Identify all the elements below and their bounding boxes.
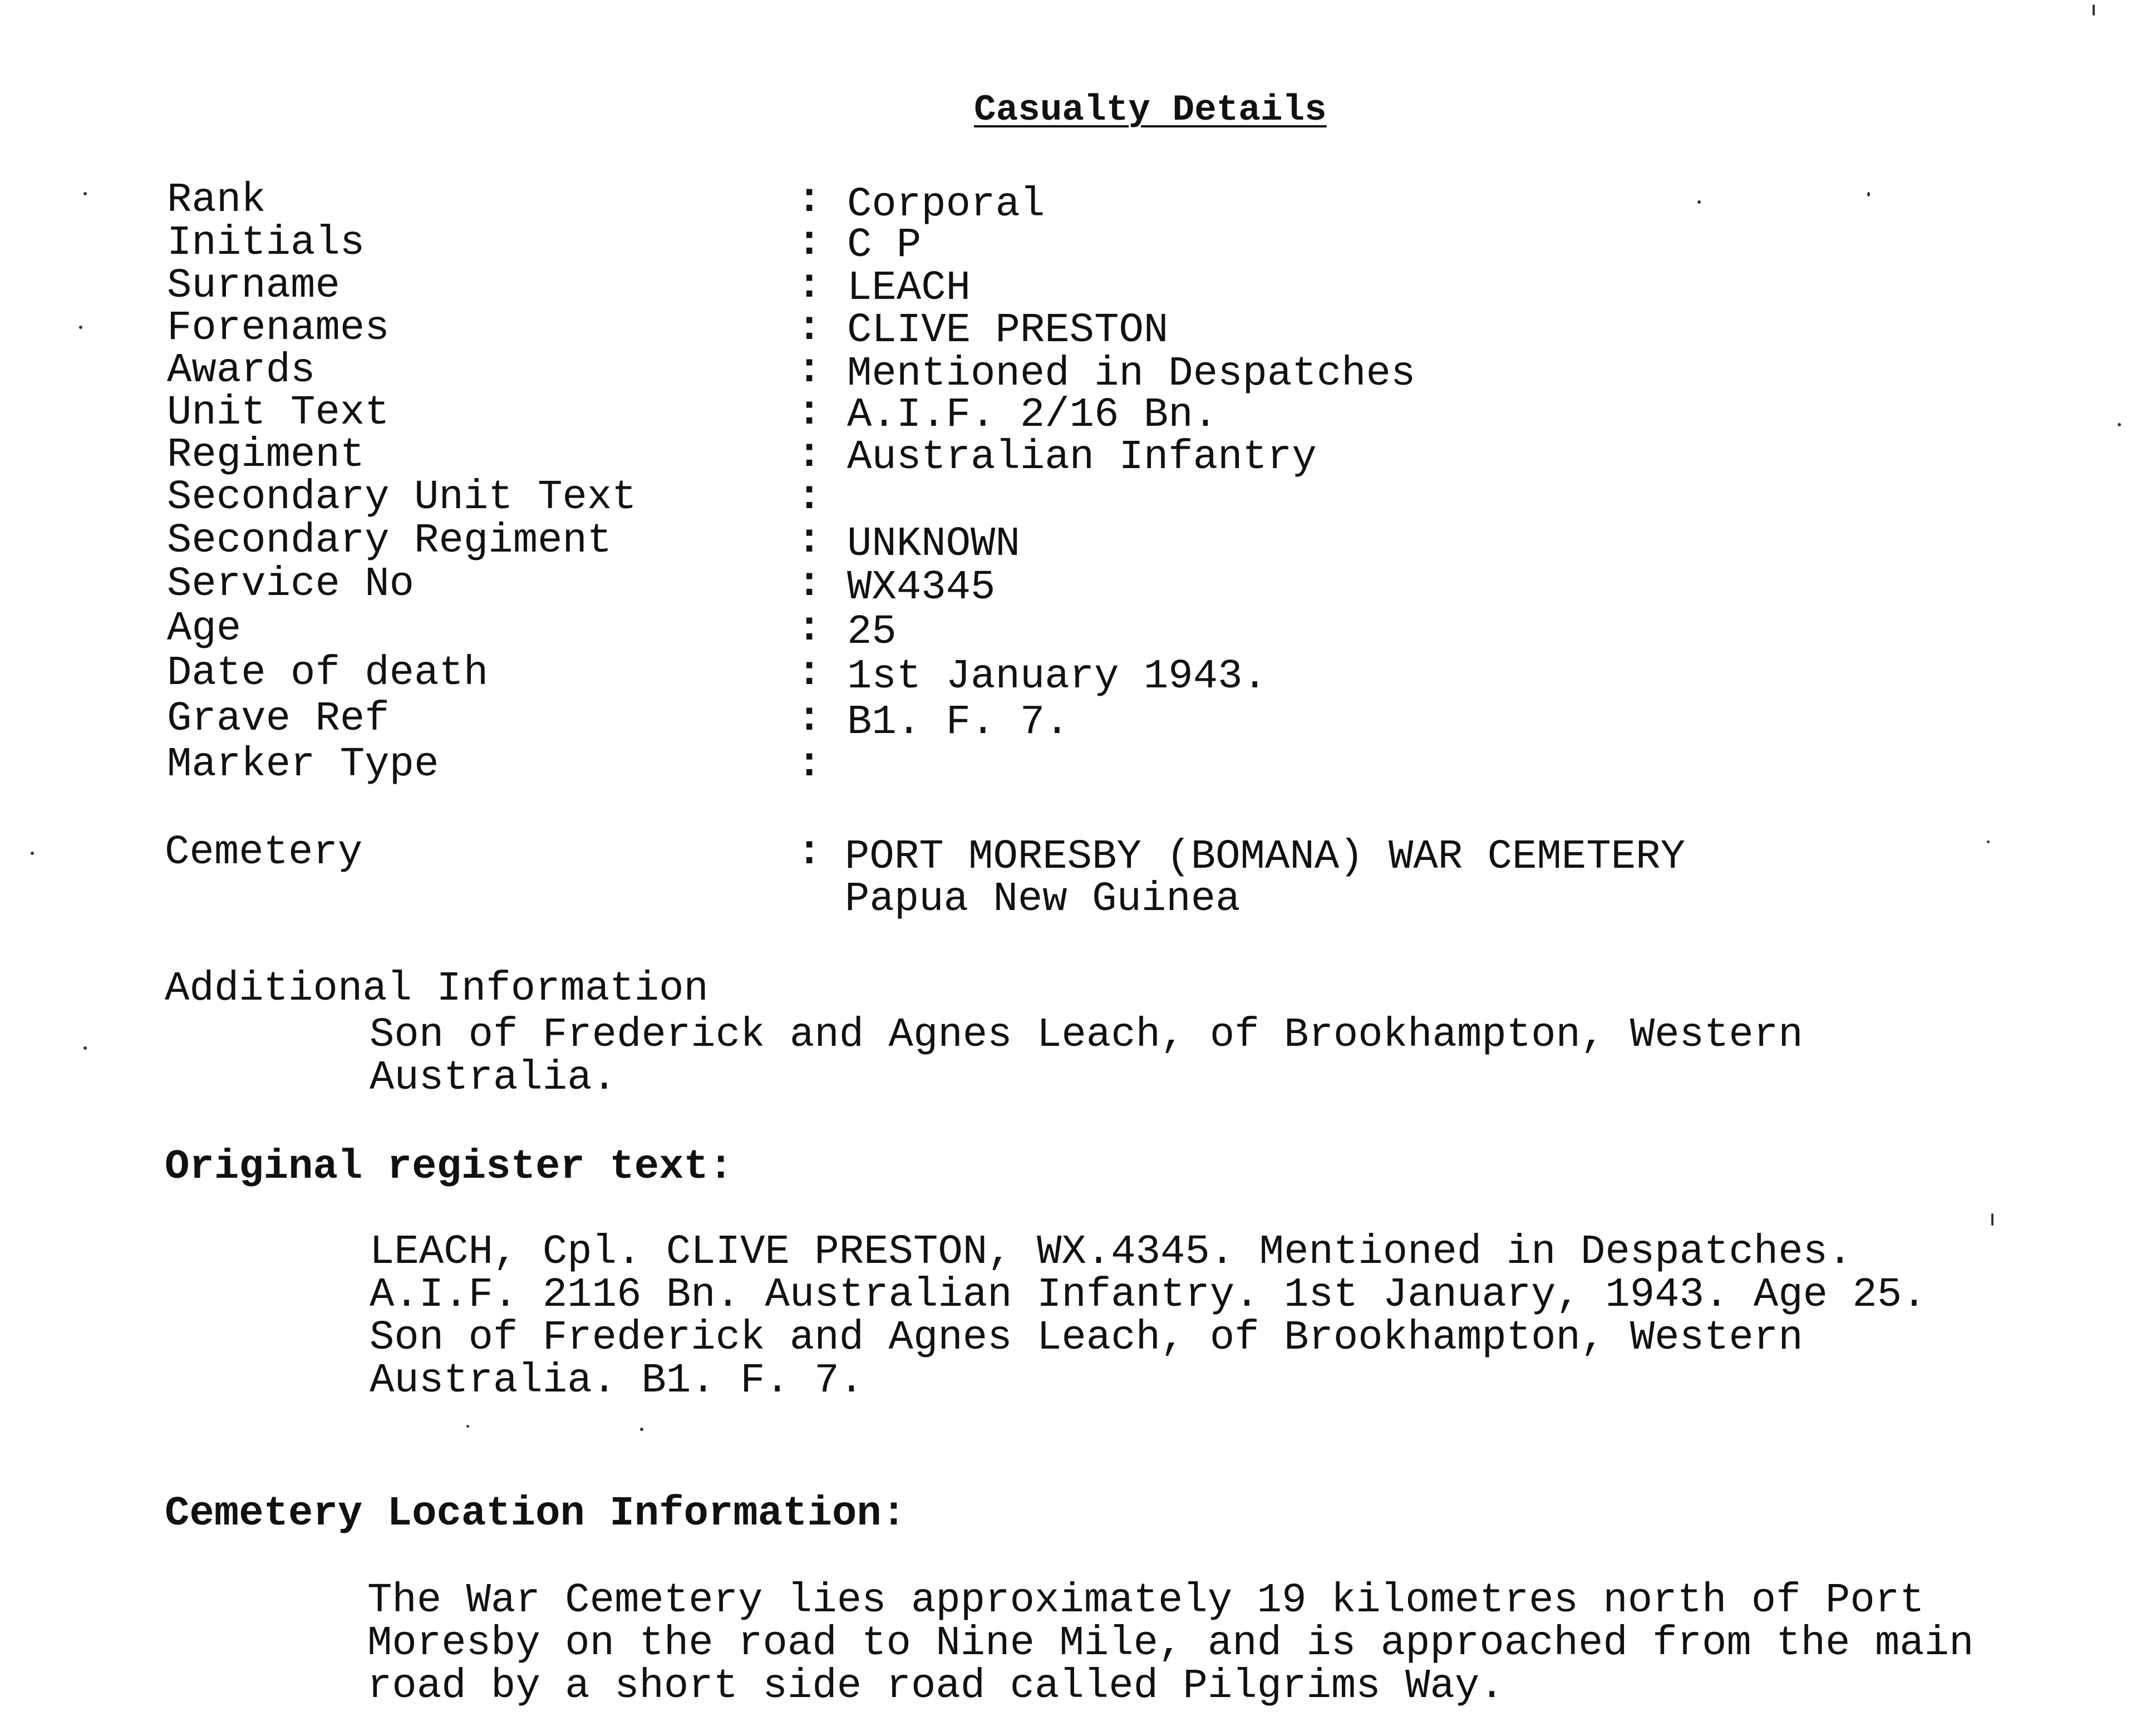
field-colon: : [797,474,822,521]
field-row-regiment [0,432,2141,481]
field-row-marker-type [0,741,2141,786]
field-colon: : [797,220,822,267]
text-line: LEACH, Cpl. CLIVE PRESTON, WX.4345. Mentioned in Despatches. [370,1229,1853,1276]
field-colon: : [797,518,822,564]
text-line: Australia. [370,1055,617,1101]
scan-speck [31,852,34,855]
scan-speck [83,192,87,195]
field-value: Australian Infantry [847,434,1317,481]
field-label: Service No [167,561,415,608]
field-label: Unit Text [167,390,390,436]
field-label: Rank [167,177,266,224]
text-line: Australia. B1. F. 7. [370,1358,864,1404]
cemetery-name: PORT MORESBY (BOMANA) WAR CEMETERY [845,834,1685,881]
field-value: B1. F. 7. [847,699,1070,746]
field-value: WX4345 [847,564,996,611]
field-value: LEACH [847,265,971,312]
field-label: Initials [167,220,365,267]
field-row-unit-text [0,390,2141,439]
text-line: Son of Frederick and Agnes Leach, of Brookhampton, Western [370,1012,1803,1059]
original-register-text [370,1231,1927,1403]
field-label: Surname [167,263,340,309]
cemetery-location-heading: Cemetery Location Information: [165,1491,907,1537]
field-value: C P [847,222,922,269]
scan-speck [2093,4,2095,16]
field-colon: : [797,263,822,309]
scan-speck [1867,192,1870,196]
field-colon: : [797,741,822,788]
field-row-rank [0,177,2141,228]
field-colon: : [797,829,822,876]
field-label: Date of death [167,650,489,697]
field-value: A.I.F. 2/16 Bn. [847,392,1218,439]
field-colon: : [797,606,822,652]
field-label: Regiment [167,432,365,479]
field-label: Grave Ref [167,696,390,742]
field-row-grave-ref [0,696,2141,746]
field-row-initials [0,220,2141,269]
field-value: 1st January 1943. [847,653,1267,700]
text-line: The War Cemetery lies approximately 19 kilometres north of Port [367,1577,1925,1624]
field-colon: : [797,177,822,224]
field-row-service-no [0,561,2141,611]
field-row-age [0,606,2141,656]
field-value: 25 [847,609,897,656]
field-value: CLIVE PRESTON [847,307,1169,354]
scan-speck [2118,423,2121,426]
additional-information-heading: Additional Information [165,966,708,1012]
scan-speck [1991,1213,1994,1226]
text-line: A.I.F. 2116 Bn. Australian Infantry. 1st January, 1943. Age 25. [370,1272,1927,1319]
field-label: Awards [167,347,316,394]
cemetery-location-text [367,1577,1974,1710]
scan-speck [640,1428,643,1431]
text-line: road by a short side road called Pilgrims Way. [367,1663,1504,1710]
field-value: Mentioned in Despatches [847,351,1416,397]
scan-speck [466,1425,469,1428]
field-label: Marker Type [167,741,439,788]
field-colon: : [797,696,822,742]
field-row-date-of-death [0,650,2141,700]
scan-speck [79,326,82,329]
scan-speck [1697,200,1701,204]
cemetery-country: Papua New Guinea [845,876,1241,923]
field-row-forenames [0,305,2141,354]
field-colon: : [797,390,822,436]
field-row-awards [0,347,2141,397]
field-label: Secondary Unit Text [167,474,637,521]
field-colon: : [797,305,822,352]
field-colon: : [797,432,822,479]
original-register-heading: Original register text: [165,1144,734,1191]
field-value: UNKNOWN [847,521,1020,568]
additional-information-text [370,1014,1803,1100]
field-label: Cemetery [165,829,363,876]
page-title: Casualty Details [974,89,1327,131]
text-line: Son of Frederick and Agnes Leach, of Brookhampton, Western [370,1315,1803,1361]
text-line: Moresby on the road to Nine Mile, and is approached from the main [367,1620,1974,1667]
field-label: Forenames [167,305,390,352]
field-row-secondary-unit-text [0,474,2141,519]
field-colon: : [797,561,822,608]
scan-speck [83,1046,87,1050]
field-label: Age [167,606,242,652]
field-row-surname [0,263,2141,312]
field-colon: : [797,650,822,697]
field-row-secondary-regiment [0,518,2141,568]
field-value: Corporal [847,181,1045,228]
scan-speck [1987,840,1990,843]
field-row-cemetery [0,829,2141,924]
field-colon: : [797,347,822,394]
field-label: Secondary Regiment [167,518,612,564]
